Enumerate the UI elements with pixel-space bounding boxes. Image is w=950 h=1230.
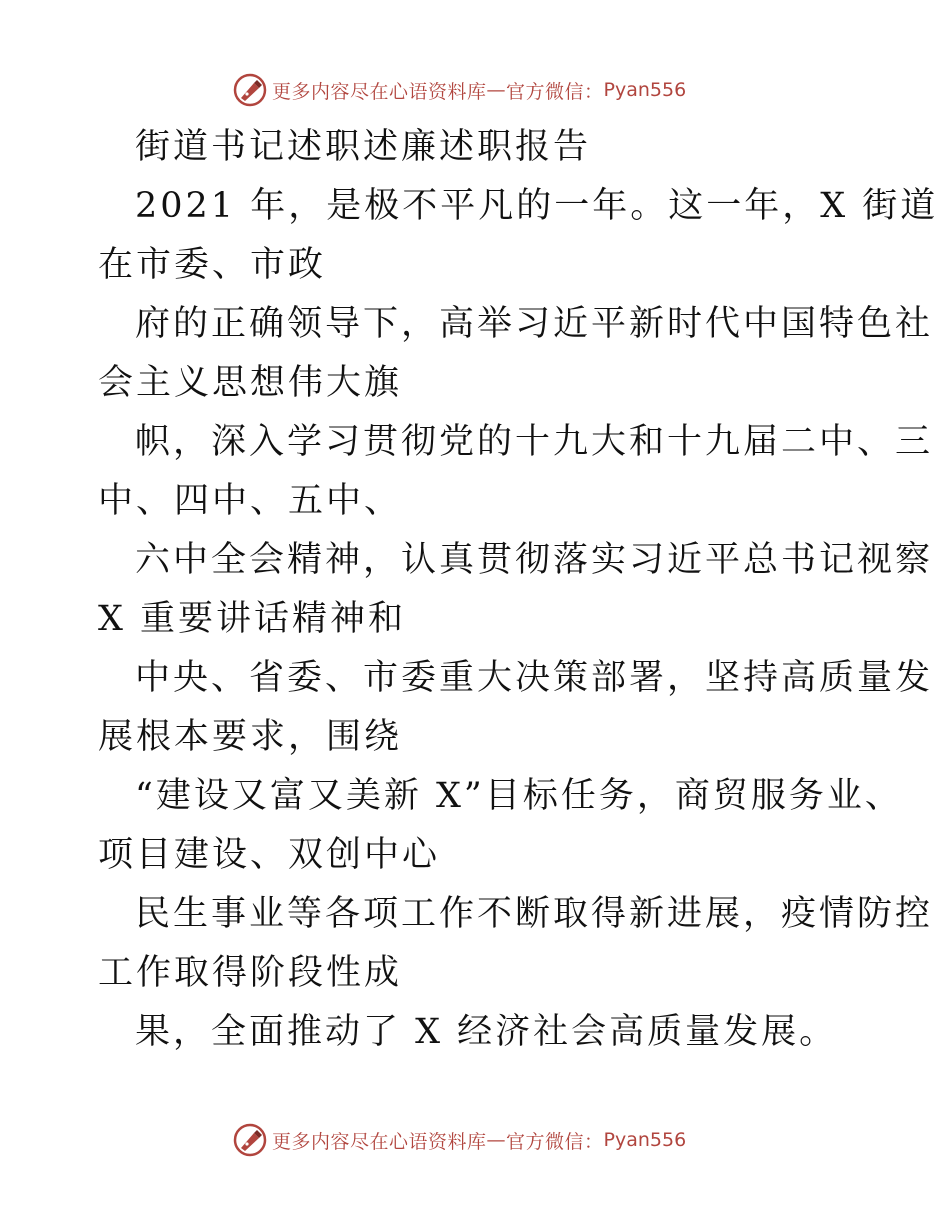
watermark-brand: 更多内容尽在心语资料库 [272, 80, 487, 103]
paragraph-line: 帜，深入学习贯彻党的十九大和十九届二中、三 [135, 422, 934, 462]
pen-nib-logo-icon [232, 72, 268, 108]
paragraph-line: 项目建设、双创中心 [98, 835, 441, 875]
paragraph-line: “建设又富又美新 X”目标任务，商贸服务业、 [135, 776, 903, 816]
paragraph-line: 工作取得阶段性成 [98, 953, 403, 993]
watermark-suffix: 官方微信： [506, 80, 604, 103]
paragraph-line: 六中全会精神，认真贯彻落实习近平总书记视察 [135, 540, 934, 580]
watermark-dash: — [486, 79, 507, 101]
watermark-wechat-id: Pyan556 [603, 1129, 687, 1151]
watermark-brand: 更多内容尽在心语资料库 [272, 1130, 487, 1153]
paragraph-line: 果，全面推动了 X 经济社会高质量发展。 [135, 1012, 838, 1052]
watermark-wechat-id: Pyan556 [603, 79, 687, 101]
paragraph-line: 民生事业等各项工作不断取得新进展，疫情防控 [135, 894, 934, 934]
paragraph-line: 在市委、市政 [98, 245, 327, 285]
watermark-suffix: 官方微信： [506, 1130, 604, 1153]
footer-watermark [232, 1120, 686, 1160]
watermark-dash: — [486, 1129, 507, 1151]
paragraph-line: X 重要讲话精神和 [98, 599, 407, 639]
pen-nib-logo-icon [232, 1122, 268, 1158]
paragraph-line: 会主义思想伟大旗 [98, 363, 403, 403]
paragraph-line: 中、四中、五中、 [98, 481, 403, 521]
paragraph-line: 展根本要求，围绕 [98, 717, 403, 757]
paragraph-line: 2021 年，是极不平凡的一年。这一年，X 街道 [135, 186, 939, 226]
header-watermark [232, 70, 686, 110]
paragraph-line: 府的正确领导下，高举习近平新时代中国特色社 [135, 304, 934, 344]
paragraph-line: 中央、省委、市委重大决策部署，坚持高质量发 [135, 658, 934, 698]
document-title: 街道书记述职述廉述职报告 [135, 127, 592, 167]
